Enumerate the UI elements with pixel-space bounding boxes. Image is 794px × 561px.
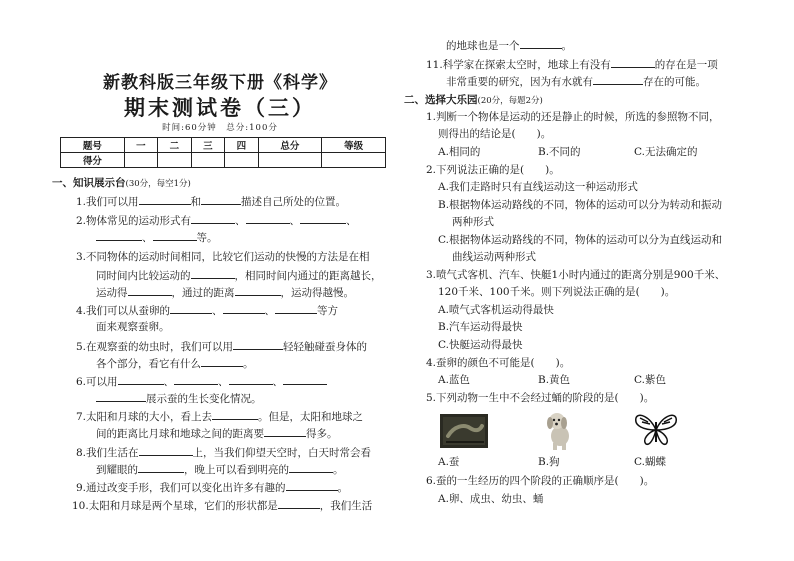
question-text: 、: [289, 215, 301, 227]
section2-title: 二、选择大乐园: [404, 94, 478, 106]
answer-blank[interactable]: [118, 374, 164, 385]
question-text: 各个部分，看它有什么: [96, 358, 201, 370]
score-cell-empty[interactable]: [191, 153, 224, 168]
answer-blank[interactable]: [201, 194, 241, 205]
question-text: 的存在是一项: [654, 59, 718, 71]
option-c[interactable]: C.蝴蝶: [634, 456, 666, 468]
score-cell: 二: [158, 138, 191, 153]
question-line: 面来观察蚕卵。: [96, 321, 170, 333]
exam-meta: 时间:60分钟 总分:100分: [162, 123, 278, 133]
answer-blank[interactable]: [611, 57, 655, 68]
question-text: 到耀眼的: [96, 464, 138, 476]
option-b[interactable]: B.汽车运动得最快: [438, 321, 523, 333]
section1-title: 一、知识展示台: [52, 177, 126, 189]
question-line: 3.喷气式客机、汽车、快艇1小时内通过的距离分别是900千米、: [426, 269, 726, 281]
answer-blank[interactable]: [233, 339, 283, 350]
question-line: [96, 426, 338, 441]
question-text: 6.可以用: [76, 376, 118, 388]
question-text: 、: [218, 376, 229, 388]
question-text: 。: [243, 358, 254, 370]
question-line: [426, 57, 718, 72]
question-line: [76, 303, 338, 318]
question-text: ，晚上可以看到明亮的: [184, 464, 289, 476]
option-a[interactable]: A.蚕: [438, 456, 460, 468]
silkworm-image: [440, 414, 488, 448]
question-text: 、: [272, 376, 284, 388]
answer-blank[interactable]: [246, 213, 290, 224]
question-line: [76, 339, 367, 354]
answer-blank[interactable]: [139, 445, 193, 456]
answer-blank[interactable]: [283, 374, 327, 385]
question-line: [96, 230, 218, 245]
score-cell: 总分: [258, 138, 322, 153]
question-text: 、: [163, 376, 175, 388]
score-cell: 等级: [322, 138, 386, 153]
question-text: 展示蚕的生长变化情况。: [146, 393, 262, 405]
score-cell-empty[interactable]: [322, 153, 386, 168]
option-b[interactable]: B.不同的: [538, 146, 581, 158]
exam-subtitle: 期末测试卷（三）: [124, 95, 316, 120]
question-text: 10.太阳和月球是两个星球，它们的形状都是: [72, 500, 278, 512]
section2-heading: [404, 93, 543, 108]
question-text: 。: [561, 40, 572, 52]
answer-blank[interactable]: [264, 426, 306, 437]
question-line: [96, 268, 382, 283]
score-cell-empty[interactable]: [258, 153, 322, 168]
question-line: 6.蚕的一生经历的四个阶段的正确顺序是( )。: [426, 475, 655, 487]
answer-blank[interactable]: [212, 409, 258, 420]
score-cell: 一: [124, 138, 157, 153]
answer-blank[interactable]: [275, 303, 317, 314]
question-line: 4.蚕卵的颜色不可能是( )。: [426, 357, 571, 369]
question-line: [96, 462, 344, 477]
option-c[interactable]: C.无法确定的: [634, 146, 698, 158]
question-line: [76, 480, 348, 495]
option-b-cont: 两种形式: [452, 216, 494, 228]
answer-blank[interactable]: [128, 285, 172, 296]
answer-blank[interactable]: [593, 74, 643, 85]
question-line: [76, 374, 327, 389]
answer-blank[interactable]: [191, 213, 235, 224]
option-b[interactable]: B.黄色: [538, 374, 571, 386]
dog-image: [540, 408, 578, 450]
answer-blank[interactable]: [174, 374, 218, 385]
question-text: 等方: [317, 305, 339, 317]
score-cell: 三: [191, 138, 224, 153]
question-text: 运动得: [96, 287, 128, 299]
answer-blank[interactable]: [153, 230, 197, 241]
butterfly-image: [634, 412, 678, 448]
question-text: ，相同时间内通过的距离越长，: [234, 270, 382, 282]
answer-blank[interactable]: [170, 303, 212, 314]
question-text: 非常重要的研究，因为有水就有: [446, 76, 593, 88]
question-text: 。但是，太阳和地球之: [258, 411, 364, 423]
score-table-score-row: [61, 153, 386, 168]
question-line: 3.不同物体的运动时间相同，比较它们运动的快慢的方法是在相: [76, 251, 370, 263]
question-text: 同时间内比较运动的: [96, 270, 191, 282]
question-text: 8.我们生活在: [76, 447, 139, 459]
question-text: ，我们生活: [319, 500, 373, 512]
question-text: 1.我们可以用: [76, 196, 139, 208]
option-c[interactable]: C.紫色: [634, 374, 666, 386]
answer-blank[interactable]: [223, 303, 265, 314]
question-text: 得多。: [306, 428, 338, 440]
answer-blank[interactable]: [300, 213, 346, 224]
score-cell-empty[interactable]: [225, 153, 258, 168]
score-cell-empty[interactable]: [158, 153, 191, 168]
question-text: 4.我们可以从蚕卵的: [76, 305, 171, 317]
option-c[interactable]: C.根据物体运动路线的不同，物体的运动可以分为直线运动和: [438, 234, 722, 246]
question-line: [76, 194, 346, 209]
question-text: ，运动得越慢。: [280, 287, 354, 299]
option-c[interactable]: C.快艇运动得最快: [438, 339, 523, 351]
question-text: 间的距离比月球和地球之间的距离要: [96, 428, 264, 440]
question-line: [76, 445, 371, 460]
question-line: 120千米、100千米。则下列说法正确的是( )。: [438, 286, 676, 298]
question-text: 、: [212, 305, 223, 317]
question-line: [96, 356, 254, 371]
question-line: 1.判断一个物体是运动的还是静止的时候，所选的参照物不同，: [426, 111, 720, 123]
question-text: 和: [190, 196, 202, 208]
question-text: 存在的可能。: [643, 76, 706, 88]
score-table: [60, 137, 386, 168]
question-text: 的地球也是一个: [446, 40, 520, 52]
score-table-header-row: [61, 138, 386, 153]
question-line: [96, 285, 354, 300]
question-line: [96, 391, 262, 406]
question-line: [72, 498, 372, 513]
section2-note: (20分，每题2分): [477, 96, 543, 106]
answer-blank[interactable]: [96, 230, 142, 241]
question-text: 、: [346, 215, 357, 227]
option-c-cont: 曲线运动两种形式: [452, 251, 536, 263]
question-line: [446, 38, 572, 53]
question-text: 11.科学家在探索太空时，地球上有没有: [426, 59, 611, 71]
question-line: 5.下列动物一生中不会经过蛹的阶段的是( )。: [426, 392, 655, 404]
answer-blank[interactable]: [520, 38, 562, 49]
question-text: 9.通过改变手形，我们可以变化出许多有趣的: [76, 482, 286, 494]
question-line: [446, 74, 706, 89]
option-a[interactable]: A.喷气式客机运动得最快: [438, 304, 554, 316]
question-text: 。: [337, 482, 349, 494]
question-text: 上，当我们仰望天空时，白天时常会看: [192, 447, 372, 459]
answer-blank[interactable]: [201, 356, 243, 367]
question-line: 2.下列说法正确的是( )。: [426, 164, 560, 176]
answer-blank[interactable]: [138, 462, 184, 473]
section1-heading: [52, 176, 191, 191]
question-text: 描述自己所处的位置。: [241, 196, 347, 208]
answer-blank[interactable]: [96, 391, 146, 402]
score-cell: 得分: [61, 153, 125, 168]
question-text: 、: [142, 232, 153, 244]
question-text: 等。: [196, 232, 218, 244]
question-line: 则得出的结论是( )。: [438, 128, 552, 140]
question-text: 。: [333, 464, 344, 476]
answer-blank[interactable]: [278, 498, 320, 509]
score-cell: 四: [225, 138, 258, 153]
score-cell-empty[interactable]: [124, 153, 157, 168]
option-a[interactable]: A.蓝色: [438, 374, 470, 386]
answer-blank[interactable]: [191, 268, 235, 279]
exam-title: 新教科版三年级下册《科学》: [103, 73, 337, 93]
answer-blank[interactable]: [235, 285, 281, 296]
option-a[interactable]: A.我们走路时只有直线运动这一种运动形式: [438, 181, 638, 193]
option-a[interactable]: A.相同的: [438, 146, 481, 158]
answer-blank[interactable]: [139, 194, 191, 205]
section1-note: (30分，每空1分): [125, 179, 191, 189]
score-cell: 题号: [61, 138, 125, 153]
answer-blank[interactable]: [229, 374, 273, 385]
question-text: 、: [235, 215, 246, 227]
question-text: 7.太阳和月球的大小，看上去: [76, 411, 213, 423]
answer-blank[interactable]: [286, 480, 338, 491]
question-line: [76, 409, 363, 424]
question-line: [76, 213, 357, 228]
question-text: ，通过的距离: [171, 287, 235, 299]
question-text: 轻轻触碰蚕身体的: [283, 341, 368, 353]
option-b[interactable]: B.狗: [538, 456, 560, 468]
question-text: 2.物体常见的运动形式有: [76, 215, 192, 227]
question-text: 、: [264, 305, 276, 317]
option-a[interactable]: A.卵、成虫、幼虫、蛹: [438, 493, 544, 505]
option-b[interactable]: B.根据物体运动路线的不同，物体的运动可以分为转动和振动: [438, 199, 723, 211]
answer-blank[interactable]: [289, 462, 333, 473]
question-text: 5.在观察蚕的幼虫时，我们可以用: [76, 341, 234, 353]
